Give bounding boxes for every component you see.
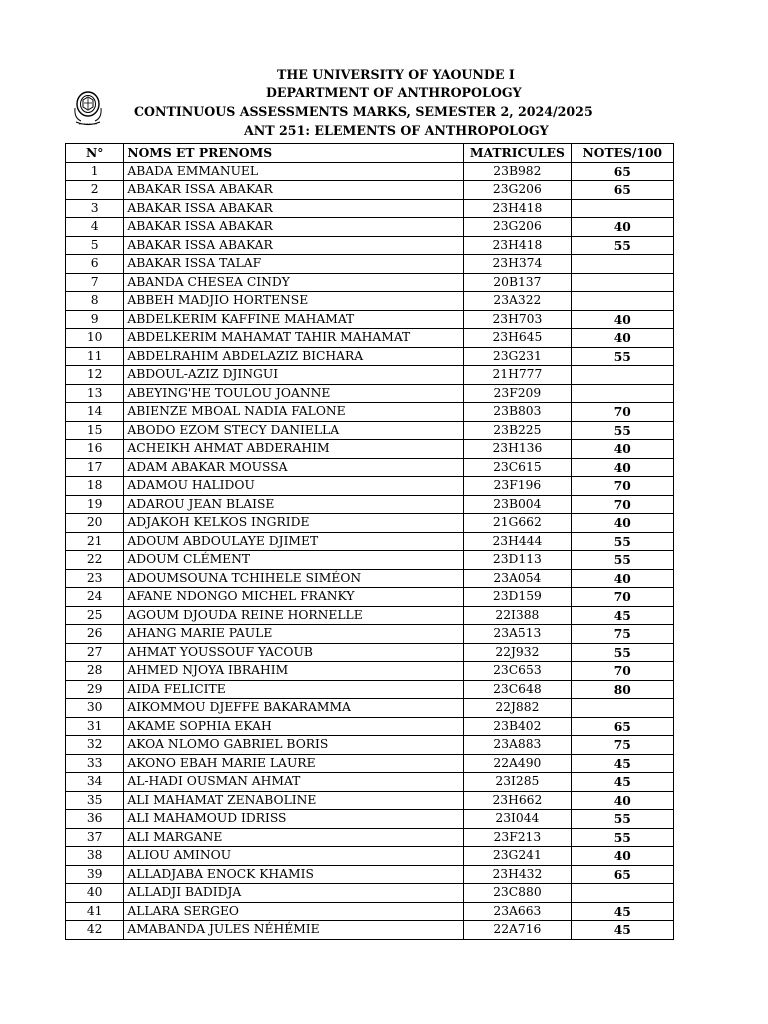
mark: 40 [571,514,673,533]
row-number: 1 [66,162,124,181]
table-row [66,255,674,274]
col-header-names: NOMS ET PRENOMS [124,144,464,163]
matricule: 23B004 [464,495,571,514]
row-number: 32 [66,736,124,755]
mark [571,384,673,403]
table-row [66,680,674,699]
mark: 55 [571,643,673,662]
table-row [66,162,674,181]
col-header-number: N° [66,144,124,163]
mark: 40 [571,329,673,348]
table-row [66,662,674,681]
table-row [66,606,674,625]
mark: 70 [571,588,673,607]
matricule: 23G206 [464,218,571,237]
mark: 65 [571,717,673,736]
department-title: DEPARTMENT OF ANTHROPOLOGY [266,85,522,100]
mark: 70 [571,495,673,514]
row-number: 10 [66,329,124,348]
mark: 65 [571,181,673,200]
student-name: AIKOMMOU DJEFFE BAKARAMMA [124,699,464,718]
matricule: 23A054 [464,569,571,588]
mark: 65 [571,162,673,181]
row-number: 14 [66,403,124,422]
row-number: 19 [66,495,124,514]
matricule: 23H645 [464,329,571,348]
student-name: ADJAKOH KELKOS INGRIDE [124,514,464,533]
row-number: 28 [66,662,124,681]
student-name: ABAKAR ISSA ABAKAR [124,218,464,237]
mark: 55 [571,532,673,551]
row-number: 25 [66,606,124,625]
table-row [66,440,674,459]
matricule: 23B402 [464,717,571,736]
row-number: 13 [66,384,124,403]
student-name: ACHEIKH AHMAT ABDERAHIM [124,440,464,459]
mark: 40 [571,440,673,459]
student-name: ABANDA CHESEA CINDY [124,273,464,292]
matricule: 22A716 [464,921,571,940]
row-number: 31 [66,717,124,736]
student-name: ALI MAHAMAT ZENABOLINE [124,791,464,810]
matricule: 21H777 [464,366,571,385]
table-row [66,699,674,718]
matricule: 23I044 [464,810,571,829]
student-name: ABEYING'HE TOULOU JOANNE [124,384,464,403]
matricule: 23H374 [464,255,571,274]
matricule: 22A490 [464,754,571,773]
matricule: 23H703 [464,310,571,329]
table-row [66,292,674,311]
matricule: 23H136 [464,440,571,459]
mark [571,255,673,274]
table-row [66,421,674,440]
student-name: ALLADJABA ENOCK KHAMIS [124,865,464,884]
mark [571,273,673,292]
row-number: 8 [66,292,124,311]
table-row [66,884,674,903]
matricule: 23A883 [464,736,571,755]
matricule: 23F196 [464,477,571,496]
table-row [66,865,674,884]
assessment-title: CONTINUOUS ASSESSMENTS MARKS, SEMESTER 2, 2024/2025 [134,104,593,119]
table-row [66,384,674,403]
matricule: 23H418 [464,236,571,255]
matricule: 23D113 [464,551,571,570]
row-number: 7 [66,273,124,292]
student-name: ABBEH MADJIO HORTENSE [124,292,464,311]
table-row [66,347,674,366]
mark [571,699,673,718]
mark: 55 [571,347,673,366]
row-number: 15 [66,421,124,440]
col-header-matricules: MATRICULES [464,144,571,163]
matricule: 23I285 [464,773,571,792]
student-name: ABADA EMMANUEL [124,162,464,181]
mark: 70 [571,662,673,681]
row-number: 39 [66,865,124,884]
student-name: ABDELKERIM KAFFINE MAHAMAT [124,310,464,329]
matricule: 23G241 [464,847,571,866]
matricule: 20B137 [464,273,571,292]
table-row [66,754,674,773]
matricule: 23D159 [464,588,571,607]
mark: 55 [571,421,673,440]
table-row [66,329,674,348]
matricule: 23C648 [464,680,571,699]
mark: 55 [571,828,673,847]
col-header-notes: NOTES/100 [571,144,673,163]
row-number: 35 [66,791,124,810]
table-row [66,736,674,755]
student-name: AHMED NJOYA IBRAHIM [124,662,464,681]
student-name: ALLADJI BADIDJA [124,884,464,903]
row-number: 21 [66,532,124,551]
row-number: 27 [66,643,124,662]
student-name: AGOUM DJOUDA REINE HORNELLE [124,606,464,625]
mark: 40 [571,569,673,588]
student-name: AIDA FELICITE [124,680,464,699]
row-number: 4 [66,218,124,237]
student-name: ABAKAR ISSA ABAKAR [124,181,464,200]
student-name: ABDELKERIM MAHAMAT TAHIR MAHAMAT [124,329,464,348]
student-name: AMABANDA JULES NÉHÉMIE [124,921,464,940]
student-name: AKAME SOPHIA EKAH [124,717,464,736]
student-name: ADOUMSOUNA TCHIHELE SIMÉON [124,569,464,588]
row-number: 26 [66,625,124,644]
row-number: 41 [66,902,124,921]
table-header-row [66,144,674,163]
matricule: 23B225 [464,421,571,440]
matricule: 23C615 [464,458,571,477]
row-number: 24 [66,588,124,607]
mark: 75 [571,625,673,644]
matricule: 23A513 [464,625,571,644]
student-name: ADOUM CLÉMENT [124,551,464,570]
matricule: 23G206 [464,181,571,200]
matricule: 21G662 [464,514,571,533]
matricule: 23F209 [464,384,571,403]
row-number: 3 [66,199,124,218]
matricule: 23H444 [464,532,571,551]
student-name: ADOUM ABDOULAYE DJIMET [124,532,464,551]
student-name: AKOA NLOMO GABRIEL BORIS [124,736,464,755]
table-row [66,810,674,829]
row-number: 30 [66,699,124,718]
matricule: 23B982 [464,162,571,181]
mark [571,292,673,311]
matricule: 23H432 [464,865,571,884]
matricule: 23G231 [464,347,571,366]
mark: 45 [571,902,673,921]
mark: 40 [571,458,673,477]
matricule: 23C653 [464,662,571,681]
table-row [66,588,674,607]
student-name: ABAKAR ISSA ABAKAR [124,236,464,255]
mark: 45 [571,606,673,625]
student-name: ABAKAR ISSA TALAF [124,255,464,274]
row-number: 22 [66,551,124,570]
row-number: 23 [66,569,124,588]
student-name: ADAMOU HALIDOU [124,477,464,496]
row-number: 16 [66,440,124,459]
matricule: 23C880 [464,884,571,903]
table-row [66,495,674,514]
student-name: AKONO EBAH MARIE LAURE [124,754,464,773]
student-name: ALIOU AMINOU [124,847,464,866]
mark: 55 [571,551,673,570]
row-number: 33 [66,754,124,773]
student-name: ABDOUL-AZIZ DJINGUI [124,366,464,385]
matricule: 23F213 [464,828,571,847]
marks-table [65,143,674,940]
mark: 40 [571,791,673,810]
table-row [66,717,674,736]
row-number: 17 [66,458,124,477]
student-name: ALI MAHAMOUD IDRISS [124,810,464,829]
university-title: THE UNIVERSITY OF YAOUNDE I [277,67,515,82]
table-row [66,458,674,477]
row-number: 20 [66,514,124,533]
table-row [66,273,674,292]
row-number: 29 [66,680,124,699]
table-row [66,773,674,792]
mark: 70 [571,403,673,422]
student-name: AL-HADI OUSMAN AHMAT [124,773,464,792]
row-number: 38 [66,847,124,866]
mark: 65 [571,865,673,884]
row-number: 37 [66,828,124,847]
mark [571,199,673,218]
table-row [66,477,674,496]
table-row [66,551,674,570]
table-row [66,199,674,218]
row-number: 12 [66,366,124,385]
row-number: 18 [66,477,124,496]
mark: 55 [571,810,673,829]
student-name: ABODO EZOM STECY DANIELLA [124,421,464,440]
row-number: 5 [66,236,124,255]
student-name: ABAKAR ISSA ABAKAR [124,199,464,218]
student-name: ADAM ABAKAR MOUSSA [124,458,464,477]
row-number: 6 [66,255,124,274]
table-row [66,828,674,847]
mark: 40 [571,847,673,866]
table-row [66,218,674,237]
student-name: ADAROU JEAN BLAISE [124,495,464,514]
table-row [66,847,674,866]
student-name: ALI MARGANE [124,828,464,847]
student-name: ABIENZE MBOAL NADIA FALONE [124,403,464,422]
student-name: ABDELRAHIM ABDELAZIZ BICHARA [124,347,464,366]
mark [571,884,673,903]
table-row [66,514,674,533]
table-row [66,181,674,200]
matricule: 23H662 [464,791,571,810]
mark [571,366,673,385]
row-number: 40 [66,884,124,903]
mark: 40 [571,218,673,237]
mark: 70 [571,477,673,496]
mark: 55 [571,236,673,255]
student-name: ALLARA SERGEO [124,902,464,921]
course-title: ANT 251: ELEMENTS OF ANTHROPOLOGY [244,123,549,138]
table-row [66,310,674,329]
matricule: 23A322 [464,292,571,311]
table-row [66,625,674,644]
mark: 40 [571,310,673,329]
row-number: 36 [66,810,124,829]
table-row [66,569,674,588]
student-name: AHMAT YOUSSOUF YACOUB [124,643,464,662]
matricule: 23B803 [464,403,571,422]
matricule: 22J882 [464,699,571,718]
table-row [66,236,674,255]
table-row [66,532,674,551]
row-number: 34 [66,773,124,792]
table-row [66,403,674,422]
university-seal-icon [71,88,105,128]
table-row [66,366,674,385]
matricule: 22J932 [464,643,571,662]
mark: 45 [571,754,673,773]
matricule: 23A663 [464,902,571,921]
row-number: 2 [66,181,124,200]
table-row [66,921,674,940]
student-name: AFANE NDONGO MICHEL FRANKY [124,588,464,607]
mark: 75 [571,736,673,755]
matricule: 22I388 [464,606,571,625]
row-number: 11 [66,347,124,366]
table-row [66,902,674,921]
matricule: 23H418 [464,199,571,218]
row-number: 9 [66,310,124,329]
mark: 80 [571,680,673,699]
table-row [66,643,674,662]
mark: 45 [571,773,673,792]
student-name: AHANG MARIE PAULE [124,625,464,644]
table-row [66,791,674,810]
mark: 45 [571,921,673,940]
row-number: 42 [66,921,124,940]
